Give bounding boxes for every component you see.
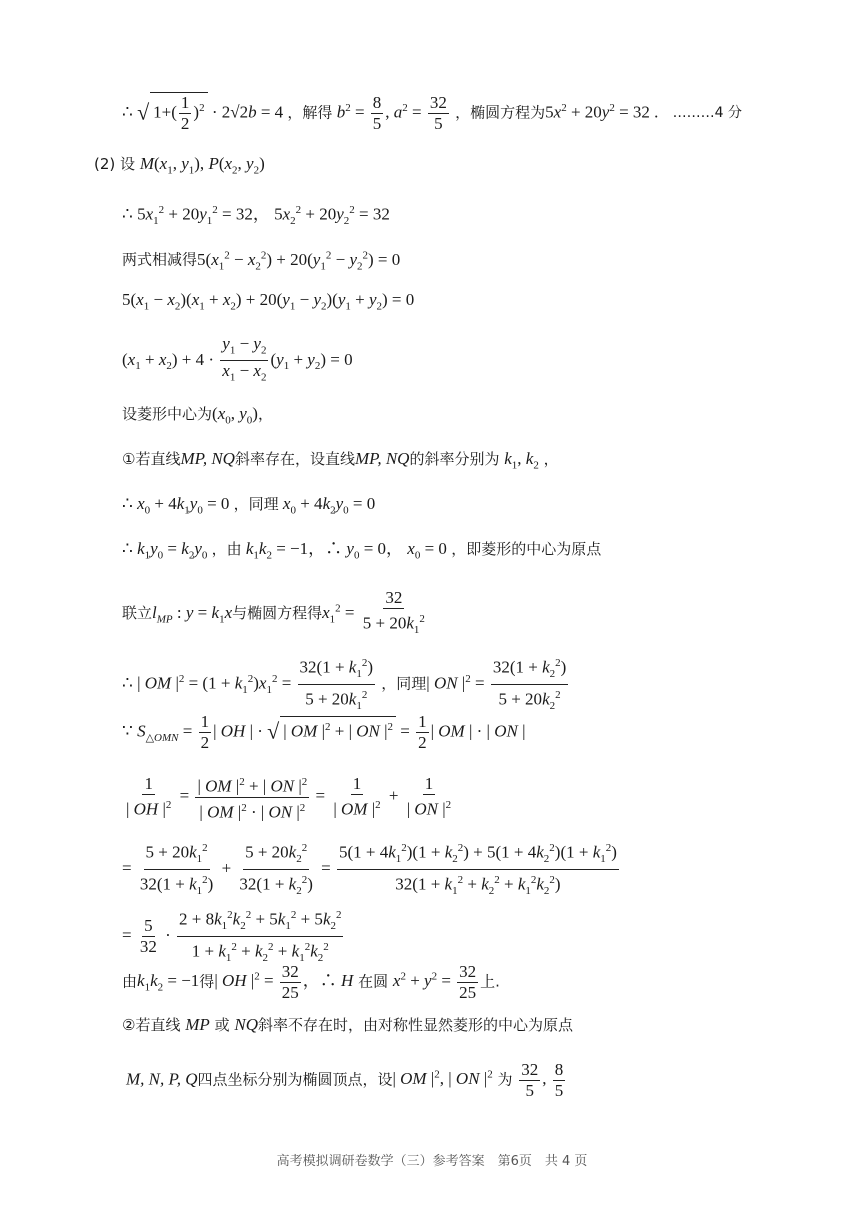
text-19a: 四点坐标分别为椭圆顶点，设 — [197, 1070, 393, 1089]
line-12: ∴ | OM $|^2 = (1 + k_1^2)x_1^2$ = $\frac{32(1 + k_1^2)}{5 + 20k_1^2}$ ，同理| ON $|^2$ = $\frac{32(1 + k_2^2)}{5 + 20k_2^2}$ — [122, 653, 570, 716]
line-2: (2) 设 $M(x_1$, $y_1$), $P(x_2$, $y_2$) — [94, 154, 265, 177]
line-8: ①若直线MP, NQ斜率存在，设直线MP, NQ的斜率分别为 $k_1$, $k_2$ ， — [122, 449, 559, 472]
text-17d: 上. — [480, 972, 500, 991]
line-3: ∴ $5x_1^2 + 20y_1^2 = 32$， $5x_2^2 + 20y_2^2 = 32$ — [122, 204, 390, 228]
text-tongli-2: ，同理 — [381, 674, 427, 693]
line-7: 设菱形中心为($x_0$, $y_0$)， — [122, 404, 273, 427]
part-2-label: (2) — [94, 155, 116, 173]
line-1: ∴ √ 1+( $\frac{1}{2}$ )$^2$ · 2√2b = 4 ，解得 $b^2$ = $\frac{8}{5}$ , $a^2$ = $\frac{32}{5}$ ，椭圆方程为$5x^2 + 20y^2 = 32$ . ………4 分 — [122, 93, 743, 133]
case-1-label: ① — [122, 450, 136, 468]
text-lianli: 联立 — [122, 603, 153, 622]
text-origin: ，即菱形的中心为原点 — [451, 540, 602, 558]
score-4: ………4 分 — [672, 105, 743, 122]
text-19b: 为 — [497, 1070, 513, 1089]
text-17a: 由 — [122, 972, 138, 991]
text-18c: 斜率不存在时，由对称性显然菱形的中心为原点 — [258, 1016, 574, 1034]
page-footer: 高考模拟调研卷数学（三）参考答案 第6页 共 4 页 — [276, 1154, 588, 1169]
line-5: $5(x_1 - x_2)(x_1 + x_2) + 20(y_1 - y_2)(y_1 + y_2) = 0$ — [122, 290, 415, 313]
line-11: 联立$l_{MP}$ : $y = k_1x$与椭圆方程得$x_1^2$ = $\frac{32}{5 + 20k_1^2}$ — [122, 588, 425, 637]
line-18: ②若直线 MP 或 NQ斜率不存在时，由对称性显然菱形的中心为原点 — [122, 1015, 574, 1034]
text-18a: 若直线 — [135, 1016, 181, 1034]
line-10: ∴ $k_1y_0 = k_2y_0$ ，由 $k_1k_2 = -1$，∴ $y_0 = 0$， $x_0 = 0$ ，即菱形的中心为原点 — [122, 539, 602, 562]
line-19: M, N, P, Q四点坐标分别为椭圆顶点，设| OM $|^2$, | ON $|^2$ 为 $\frac{32}{5}$ , $\frac{8}{5}$ — [126, 1060, 564, 1100]
text-you: ，由 — [211, 540, 242, 558]
text-she: 设 — [120, 155, 136, 173]
line-4: 两式相减得$5(x_1^2 - x_2^2) + 20(y_1^2 - y_2^2) = 0$ — [122, 249, 401, 273]
text-liangshi: 两式相减得 — [122, 250, 198, 269]
line-13: ∵ $S_{\triangle OMN}$ = $\frac{1}{2}$ | OH | · √ | OM $|^2$ + | ON $|^2$ = $\frac{1}{2}$ | OM | · | ON | — [122, 712, 526, 752]
text-17b: 得 — [199, 972, 215, 991]
text-8c: 的斜率分别为 — [409, 450, 500, 468]
text-11b: 与椭圆方程得 — [232, 603, 323, 622]
case-2-label: ② — [122, 1016, 136, 1034]
text-tongli: ，同理 — [233, 495, 279, 513]
text-8a: 若直线 — [135, 450, 181, 468]
text-18b: 或 — [214, 1016, 230, 1034]
line-16: = $\frac{5}{32}$ · $\frac{2 + 8k_1^2k_2^2 + 5k_1^2 + 5k_2^2}{1 + k_1^2 + k_2^2 + k_1^2k_2^2}$ — [122, 905, 345, 968]
text-jiede: ，解得 — [287, 103, 333, 122]
line-14: $\frac{1}{| OH |^2}$ = $\frac{| OM |^2 + | ON |^2}{| OM |^2 \cdot | ON |^2}$ = $\frac{1}{| OM |^2}$ + $\frac{1}{| ON |^2}$ — [122, 772, 455, 822]
text-17c: 在圆 — [358, 972, 389, 991]
text-8b: 斜率存在，设直线 — [234, 450, 355, 468]
line-9: ∴ $x_0 + 4k_1y_0 = 0$ ，同理 $x_0 + 4k_2y_0 = 0$ — [122, 494, 376, 517]
line-15: = $\frac{5 + 20k_1^2}{32(1 + k_1^2)}$ + $\frac{5 + 20k_2^2}{32(1 + k_2^2)}$ = $\frac{5(1 + 4k_1^2)(1 + k_2^2) + 5(1 + 4k_2^2)(1 + k_1^2)}{32(1 + k_1^2 + k_2^2 + k_1^2k_2^2)}$ — [122, 838, 621, 901]
line-17: 由$k_1k_2 = -1$得| OH $|^2$ = $\frac{32}{25}$ ，∴ H 在圆 $x^2 + y^2$ = $\frac{32}{25}$ 上. — [122, 962, 500, 1002]
text-center: 设菱形中心为 — [122, 405, 213, 423]
text-tuoyuan: ，椭圆方程为 — [455, 103, 546, 122]
line-6: $(x_1 + x_2) + 4$ · $\frac{y_1 - y_2}{x_1 - x_2}$ $(y_1 + y_2) = 0$ — [122, 334, 353, 384]
